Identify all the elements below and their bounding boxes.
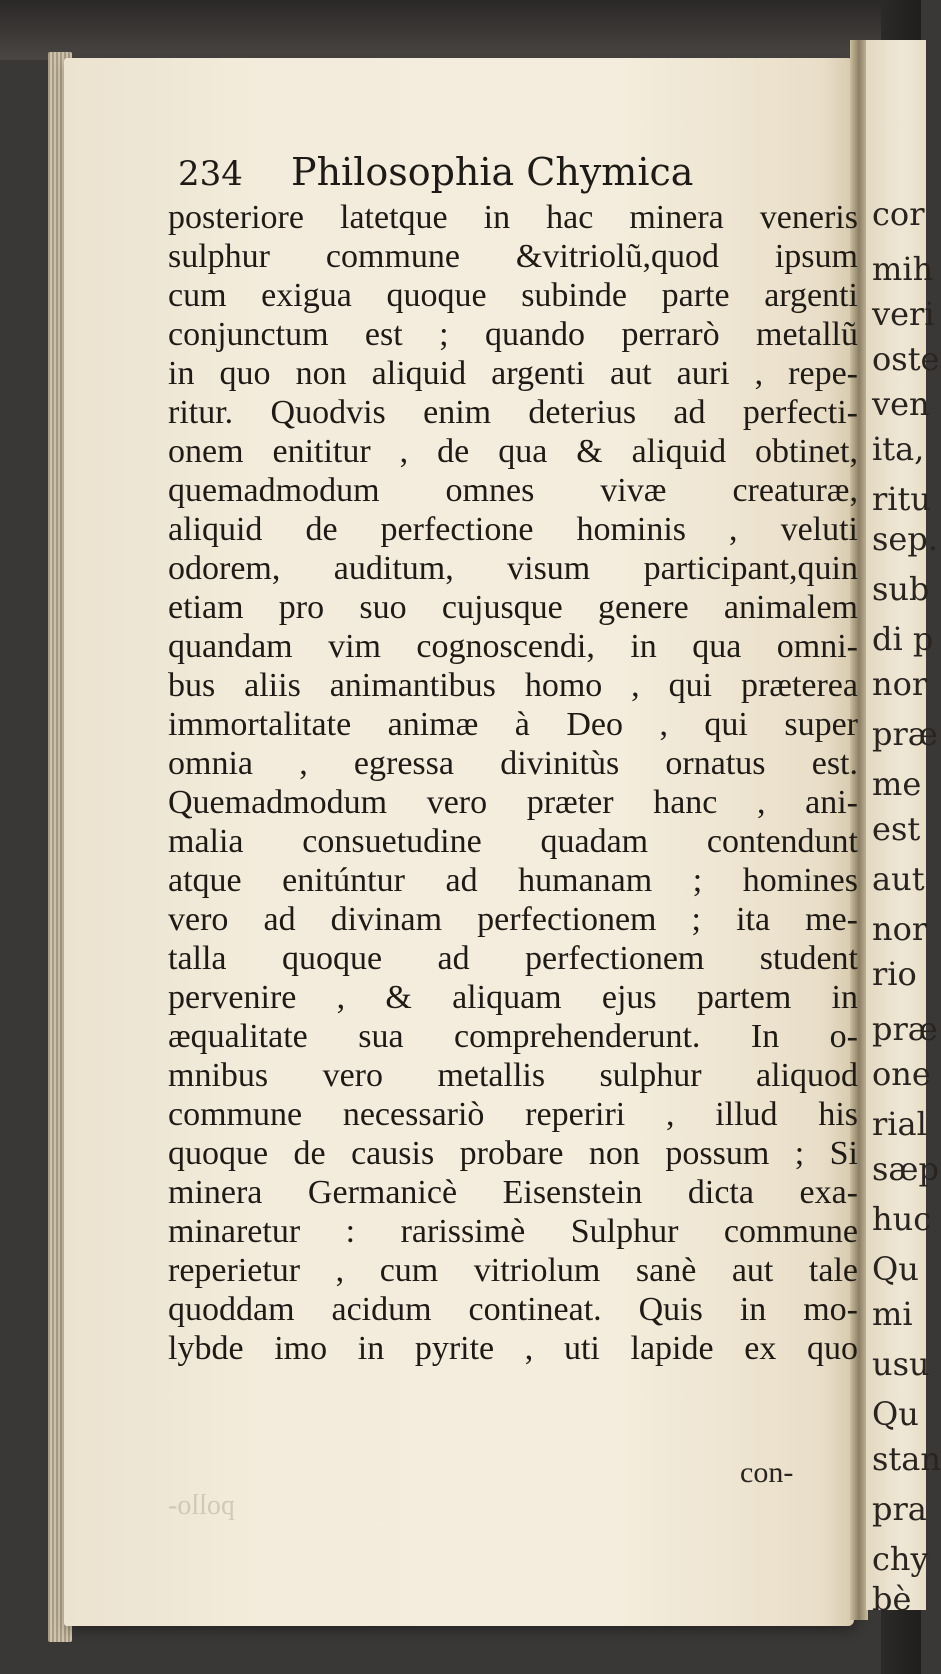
text-line: immortalitate animæ à Deo , qui super [168, 706, 858, 743]
facing-page-fragment: aut [872, 860, 925, 898]
text-line: æqualitate sua comprehenderunt. In o- [168, 1018, 858, 1055]
facing-page-fragment: oste [872, 340, 940, 378]
text-line: reperietur , cum vitriolum sanè aut tale [168, 1252, 858, 1289]
catchword: con- [740, 1456, 794, 1489]
text-line: pervenire , & aliquam ejus partem in [168, 979, 858, 1016]
facing-page-fragment: ita, [872, 430, 925, 468]
facing-page-fragment: Qu [872, 1395, 919, 1433]
text-line: etiam pro suo cujusque genere animalem [168, 589, 858, 626]
text-line: quandam vim cognoscendi, in qua omni- [168, 628, 858, 665]
facing-page-fragment: huc [872, 1200, 932, 1238]
facing-page-fragment: stan [872, 1440, 941, 1478]
text-line: atque enitúntur ad humanam ; homines [168, 862, 858, 899]
facing-page-fragment: me [872, 765, 922, 803]
page-number: 234 [178, 154, 243, 194]
text-line: quoddam acidum contineat. Quis in mo- [168, 1291, 858, 1328]
running-title: Philosophia Chymica [291, 150, 694, 194]
facing-page-fragment: chy [872, 1540, 929, 1578]
text-line: in quo non aliquid argenti aut auri , repe- [168, 355, 858, 392]
show-through-text: pollo- [168, 1490, 235, 1521]
text-line: lybde imo in pyrite , uti lapide ex quo [168, 1330, 858, 1367]
facing-page-fragment: sep. [872, 520, 939, 558]
facing-page-fragment: ven [872, 385, 930, 423]
text-line: malia consuetudine quadam contendunt [168, 823, 858, 860]
page-body-text [168, 198, 858, 1368]
text-line: minaretur : rarissimè Sulphur commune [168, 1213, 858, 1250]
text-line: quemadmodum omnes vivæ creaturæ, [168, 472, 858, 509]
text-line: omnia , egressa divinitùs ornatus est. [168, 745, 858, 782]
text-line: onem enititur , de qua & aliquid obtinet, [168, 433, 858, 470]
text-line: talla quoque ad perfectionem student [168, 940, 858, 977]
facing-page-fragment: præ [872, 1010, 938, 1048]
facing-page-fragment: est [872, 810, 921, 848]
facing-page-fragment: sub [872, 570, 930, 608]
text-line: ritur. Quodvis enim deterius ad perfecti- [168, 394, 858, 431]
facing-page [866, 40, 941, 1618]
text-line: Quemadmodum vero præter hanc , ani- [168, 784, 858, 821]
facing-page-fragment: di p [872, 620, 934, 658]
facing-page-fragment: ritu [872, 480, 931, 518]
text-line: commune necessariò reperiri , illud his [168, 1096, 858, 1133]
running-header [178, 150, 693, 194]
facing-page-fragment: præ [872, 715, 938, 753]
facing-page-fragment: rial [872, 1105, 927, 1143]
facing-page-fragment: nor [872, 665, 928, 703]
facing-page-fragment: nor [872, 910, 928, 948]
facing-page-fragment: veri [872, 295, 935, 333]
facing-page-fragment: rio [872, 955, 917, 993]
facing-page-fragment: usu [872, 1345, 930, 1383]
facing-page-fragment: Qu [872, 1250, 919, 1288]
facing-page-fragment: one [872, 1055, 931, 1093]
text-line: mnibus vero metallis sulphur aliquod [168, 1057, 858, 1094]
text-line: posteriore latetque in hac minera veneris [168, 199, 858, 236]
text-line: bus aliis animantibus homo , qui præterea [168, 667, 858, 704]
backdrop [0, 0, 921, 60]
text-line: minera Germanicè Eisenstein dicta exa- [168, 1174, 858, 1211]
facing-page-fragment: cor [872, 195, 925, 233]
facing-page-fragment: pra [872, 1490, 927, 1528]
text-line: aliquid de perfectione hominis , veluti [168, 511, 858, 548]
text-line: quoque de causis probare non possum ; Si [168, 1135, 858, 1172]
text-line: sulphur commune &vitriolũ,quod ipsum [168, 238, 858, 275]
text-line: conjunctum est ; quando perrarò metallũ [168, 316, 858, 353]
facing-page-fragment: bè [872, 1580, 912, 1618]
facing-page-fragment: sæp [872, 1150, 939, 1188]
text-line: cum exigua quoque subinde parte argenti [168, 277, 858, 314]
facing-page-fragment: mi [872, 1295, 913, 1333]
facing-page-fragment: mih [872, 250, 934, 288]
text-line: odorem, auditum, visum participant,quin [168, 550, 858, 587]
text-line: vero ad divinam perfectionem ; ita me- [168, 901, 858, 938]
